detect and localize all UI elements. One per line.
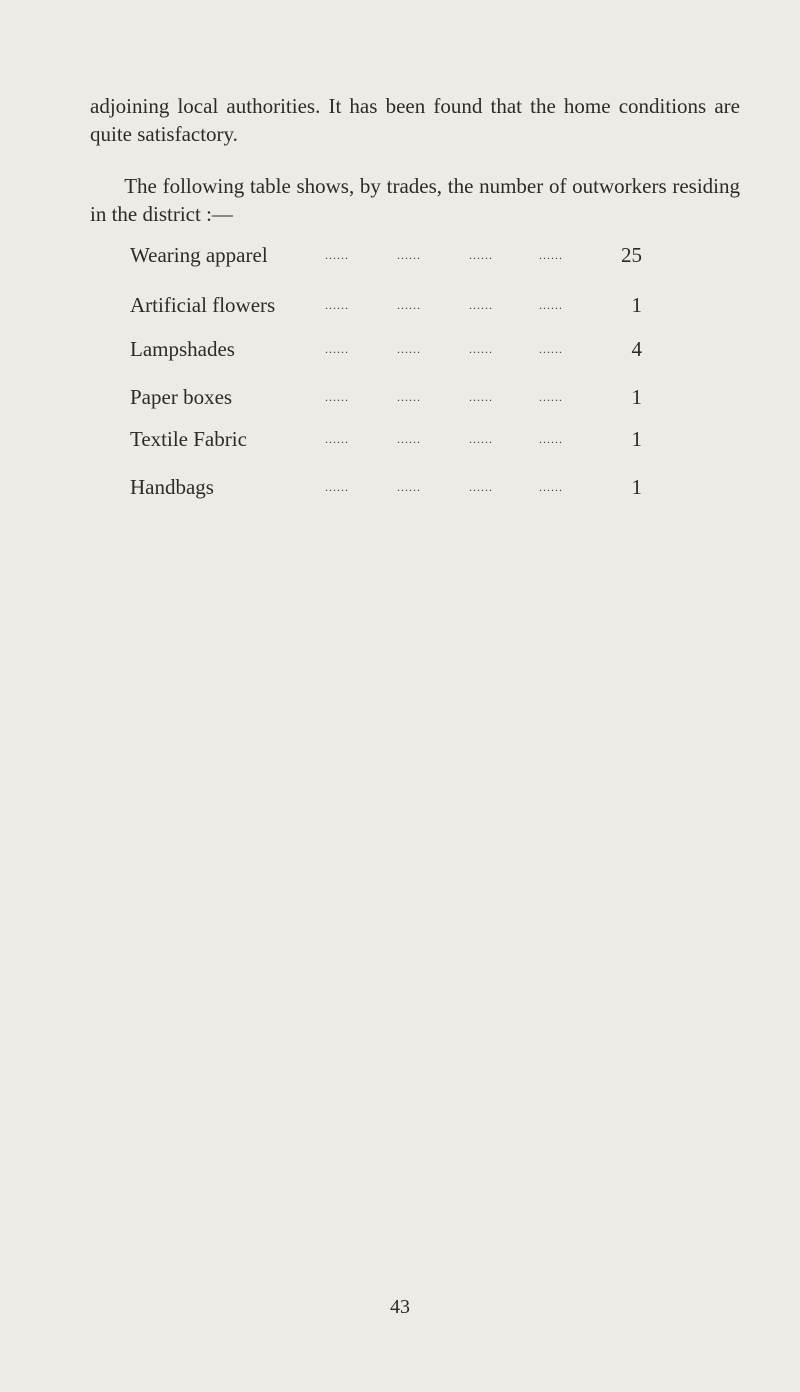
table-row xyxy=(130,424,642,454)
dot-leaders: ...... ...... ...... ...... xyxy=(325,298,563,312)
outworker-count: 1 xyxy=(631,293,642,317)
outworker-count: 1 xyxy=(631,385,642,409)
dot-leaders: ...... ...... ...... ...... xyxy=(325,390,563,404)
trade-name: Textile Fabric xyxy=(130,427,247,451)
dot-leaders: ...... ...... ...... ...... xyxy=(325,432,563,446)
table-row xyxy=(130,290,642,320)
dot-leaders: ...... ...... ...... ...... xyxy=(325,248,563,262)
page-number: 43 xyxy=(390,1296,410,1318)
dot-leaders: ...... ...... ...... ...... xyxy=(325,480,563,494)
table-row xyxy=(130,240,642,270)
trade-name: Handbags xyxy=(130,475,214,499)
trade-name: Lampshades xyxy=(130,337,235,361)
trade-name: Paper boxes xyxy=(130,385,233,409)
outworker-count: 1 xyxy=(631,475,642,499)
outworker-count: 4 xyxy=(631,337,642,361)
table-row xyxy=(130,382,642,412)
outworker-count: 1 xyxy=(631,427,642,451)
trade-name: Wearing apparel xyxy=(130,243,268,267)
outworker-count: 25 xyxy=(621,243,642,267)
table-row xyxy=(130,334,642,364)
dot-leaders: ...... ...... ...... ...... xyxy=(325,342,563,356)
intro-paragraph xyxy=(90,172,740,228)
continuation-paragraph: adjoining local authorities. It has been found that the home conditions are quite satisfactory. xyxy=(90,94,740,146)
trade-name: Artificial flowers xyxy=(130,293,276,317)
table-row xyxy=(130,472,642,502)
intro-text: The following table shows, by trades, the number of outworkers residing in the district :— xyxy=(90,174,740,226)
